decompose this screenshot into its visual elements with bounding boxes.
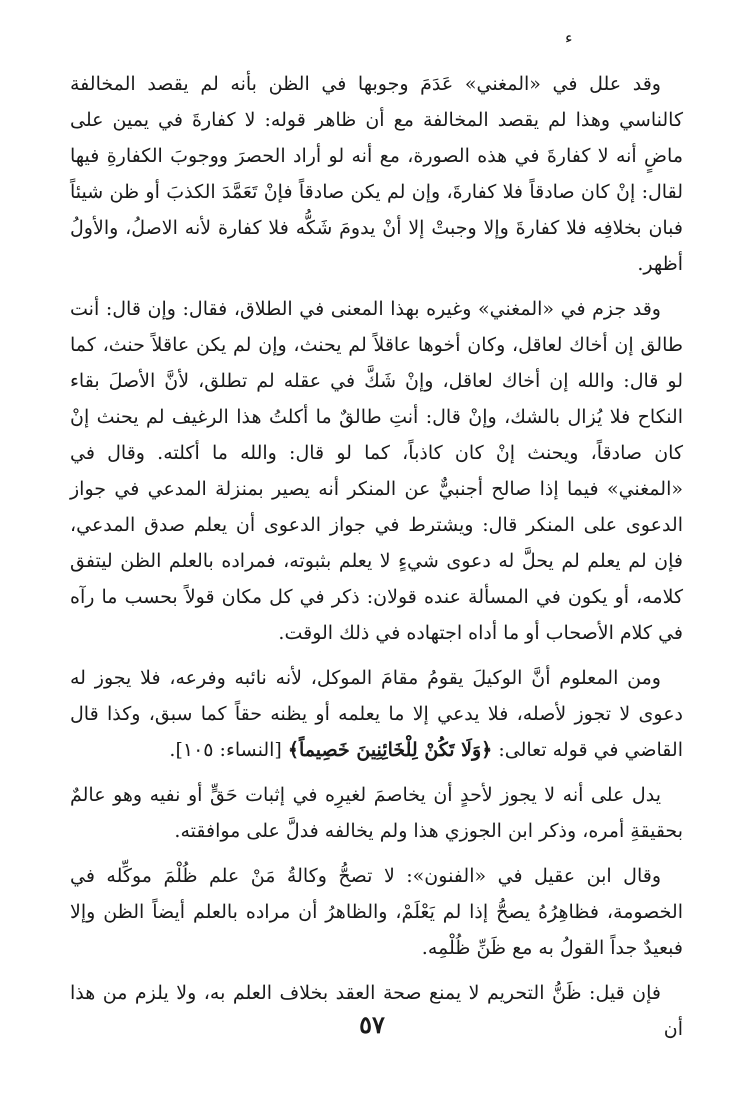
paragraph-3-text-before: ومن المعلوم أنَّ الوكيلَ يقومُ مقامَ الموكل، لأنه نائبه وفرعه، فلا يجوز له دعوى لا تجوز لأصله، فلا يدعي إلا ما يعلمه أو يظنه حقاً كما سبق، وكذا قال القاضي في قوله تعالى: <box>70 667 683 761</box>
paragraph-2: وقد جزم في «المغني» وغيره بهذا المعنى في الطلاق، فقال: وإن قال: أنت طالق إن أخاك لعاقل، وكان أخوها عاقلاً لم يحنث، وإن لم يكن عاقلاً حنث، كما لو قال: والله إن أخاك لعاقل، وإنْ شَكَّ في عقله لم تطلق، لأنَّ الأصلَ بقاء النكاح فلا يُزال بالشك، وإنْ قال: أنتِ طالقٌ ما أكلتُ هذا الرغيف لم يحنث إنْ كان صادقاً، ويحنث إنْ كان كاذباً، كما لو قال: والله ما أكلته. وقال في «المغني» فيما إذا صالح أجنبيٌّ عن المنكر أنه يصير بمنزلة المدعي في جواز الدعوى على المنكر قال: ويشترط في جواز الدعوى أن يعلم صدق المدعي، فإن لم يعلم لم يحلَّ له دعوى شيءٍ لا يعلم بثبوته، فمراده بالعلم الظن ليتفق كلامه، أو يكون في المسألة عنده قولان: ذكر في كل مكان قولاً بحسب ما رآه في كلام الأصحاب أو ما أداه اجتهاده في ذلك الوقت. <box>70 298 683 644</box>
quran-verse: ﴿وَلَا تَكُنْ لِلْخَائِنِينَ خَصِيماً﴾ <box>287 739 493 761</box>
paragraph-4: يدل على أنه لا يجوز لأحدٍ أن يخاصمَ لغيرِه في إثبات حَقٍّ أو نفيه وهو عالمٌ بحقيقةِ أمره، وذكر ابن الجوزي هذا ولم يخالفه فدلَّ على موافقته. <box>70 784 683 842</box>
paragraph-6: فإن قيل: ظَنُّ التحريم لا يمنع صحة العقد بخلاف العلم به، ولا يلزم من هذا أن <box>70 982 683 1040</box>
paragraph-3 <box>70 660 683 768</box>
page-number: ٥٧ <box>359 1010 385 1039</box>
paragraph-1: وقد علل في «المغني» عَدَمَ وجوبها في الظن بأنه لم يقصد المخالفة كالناسي وهذا لم يقصد المخالفة مع أن ظاهر قوله: لا كفارةَ في يمين على ماضٍ أنه لا كفارةَ في هذه الصورة، مع أنه لو أراد الحصرَ ووجوبَ الكفارةِ فيها لقال: إنْ كان صادقاً فلا كفارةَ، وإن لم يكن صادقاً فإنْ تَعَمَّدَ الكذبَ أو ظن شيئاً فبان بخلافِه فلا كفارةَ وإلا وجبتْ إلا أنْ يدومَ شَكُّه فلا كفارة لأنه الاصلُ، والأولُ أظهر. <box>70 73 683 275</box>
page-body <box>70 66 683 1047</box>
top-mark: ء <box>565 28 573 47</box>
paragraph-5: وقال ابن عقيل في «الفنون»: لا تصحُّ وكالةُ مَنْ علم ظُلْمَ موكِّله في الخصومة، فظاهِرُهُ يصحُّ إذا لم يَعْلَمْ، والظاهرُ أن مراده بالعلم أيضاً الظن وإلا فبعيدٌ جداً القولُ به مع ظَنِّ ظُلْمِه. <box>70 865 683 959</box>
verse-reference: [النساء: ١٠٥]. <box>169 739 288 761</box>
